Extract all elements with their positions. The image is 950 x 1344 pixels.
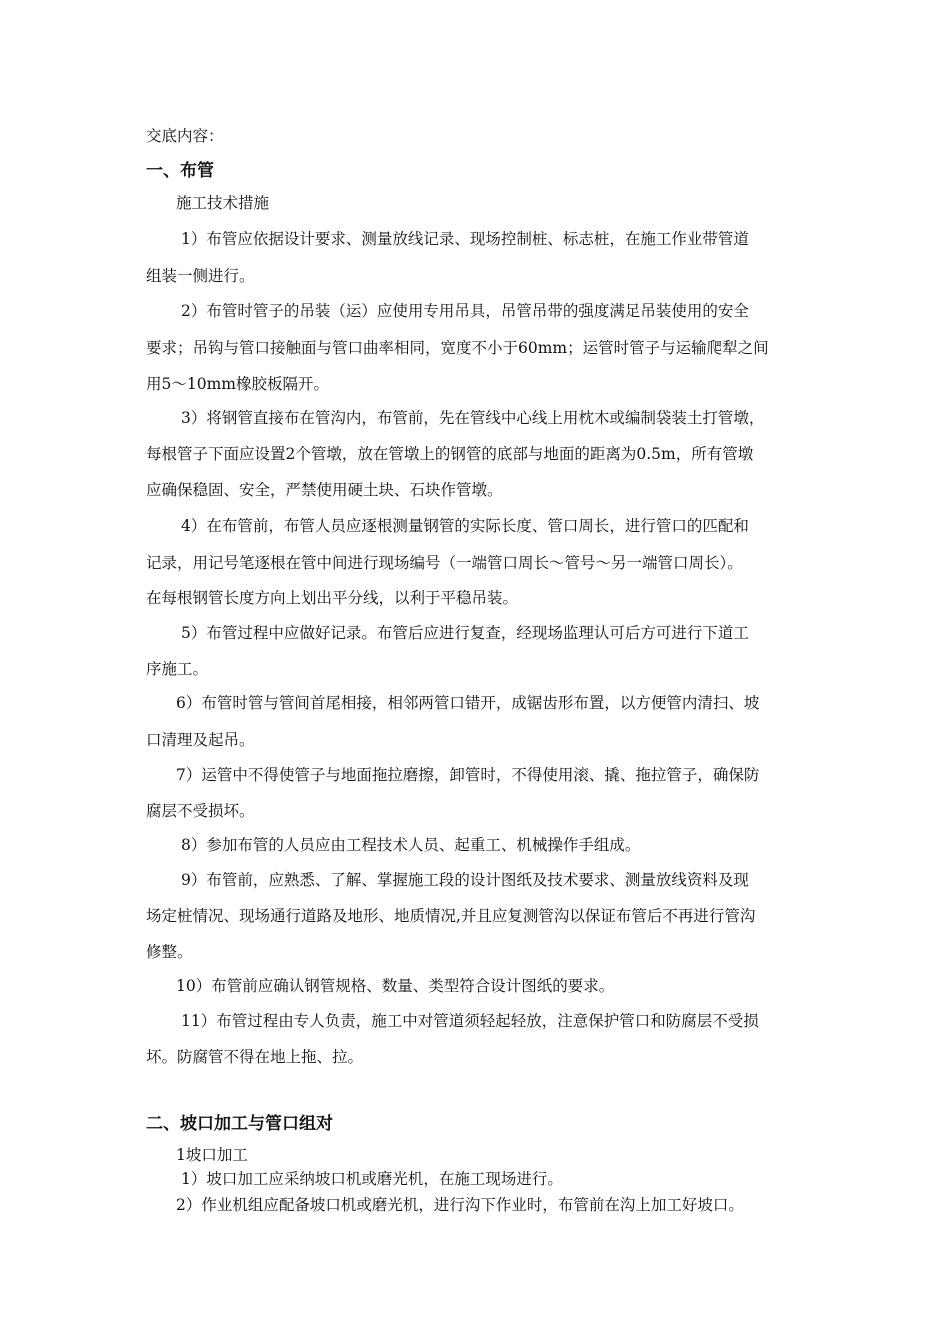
s2-item1-line1: 1）坡口加工应采纳坡口机或磨光机，在施工现场进行。 — [181, 1170, 563, 1188]
s2-item2-line1: 2）作业机组应配备坡口机或磨光机，进行沟下作业时，布管前在沟上加工好坡口。 — [176, 1196, 744, 1214]
s1-item6-line1: 6）布管时管与管间首尾相接，相邻两管口错开，成锯齿形布置，以方便管内清扫、坡 — [176, 694, 760, 712]
s1-item9-line2: 场定桩情况、现场通行道路及地形、地质情况,并且应复测管沟以保证布管后不再进行管沟 — [146, 907, 756, 925]
s1-item2-line2: 要求；吊钩与管口接触面与管口曲率相同，宽度不小于60mm；运管时管子与运输爬犁之间 — [146, 339, 769, 357]
section-2-subtitle: 1坡口加工 — [176, 1146, 248, 1164]
s1-item1-line1: 1）布管应依据设计要求、测量放线记录、现场控制桩、标志桩，在施工作业带管道 — [181, 230, 749, 248]
s1-item5-line2: 序施工。 — [146, 660, 209, 678]
s1-item5-line1: 5）布管过程中应做好记录。布管后应进行复查，经现场监理认可后方可进行下道工 — [181, 624, 749, 642]
section-1-subtitle: 施工技术措施 — [176, 194, 270, 212]
s1-item11-line2: 坏。防腐管不得在地上拖、拉。 — [146, 1048, 364, 1066]
s1-item10-line1: 10）布管前应确认钢管规格、数量、类型符合设计图纸的要求。 — [176, 977, 615, 995]
intro-label: 交底内容： — [146, 127, 224, 145]
s1-item7-line2: 腐层不受损坏。 — [146, 802, 255, 820]
s1-item7-line1: 7）运管中不得使管子与地面拖拉磨擦，卸管时，不得使用滚、撬、拖拉管子，确保防 — [176, 766, 760, 784]
s1-item9-line3: 修整。 — [146, 943, 193, 961]
s1-item4-line1: 4）在布管前，布管人员应逐根测量钢管的实际长度、管口周长，进行管口的匹配和 — [181, 517, 749, 535]
s1-item1-line2: 组装一侧进行。 — [146, 267, 255, 285]
s1-item9-line1: 9）布管前，应熟悉、了解、掌握施工段的设计图纸及技术要求、测量放线资料及现 — [181, 871, 749, 889]
s1-item4-line2: 记录，用记号笔逐根在管中间进行现场编号（一端管口周长～管号～另一端管口周长）。 — [146, 554, 743, 572]
s1-item3-line2: 每根管子下面应设置2个管墩，放在管墩上的钢管的底部与地面的距离为0.5m，所有管墩 — [146, 445, 754, 463]
s1-item3-line3: 应确保稳固、安全，严禁使用硬土块、石块作管墩。 — [146, 481, 503, 499]
s1-item3-line1: 3）将钢管直接布在管沟内，布管前，先在管线中心线上用枕木或编制袋装土打管墩， — [181, 409, 765, 427]
s1-item4-line3: 在每根钢管长度方向上划出平分线，以利于平稳吊装。 — [146, 589, 519, 607]
s1-item6-line2: 口清理及起吊。 — [146, 731, 255, 749]
s1-item2-line1: 2）布管时管子的吊装（运）应使用专用吊具，吊管吊带的强度满足吊装使用的安全 — [181, 302, 749, 320]
section-1-title: 一、布管 — [146, 161, 214, 181]
s1-item2-line3: 用5～10mm橡胶板隔开。 — [146, 375, 329, 393]
s1-item11-line1: 11）布管过程由专人负责，施工中对管道须轻起轻放，注意保护管口和防腐层不受损 — [181, 1012, 759, 1030]
section-2-title: 二、坡口加工与管口组对 — [146, 1114, 333, 1134]
s1-item8-line1: 8）参加布管的人员应由工程技术人员、起重工、机械操作手组成。 — [181, 836, 641, 854]
